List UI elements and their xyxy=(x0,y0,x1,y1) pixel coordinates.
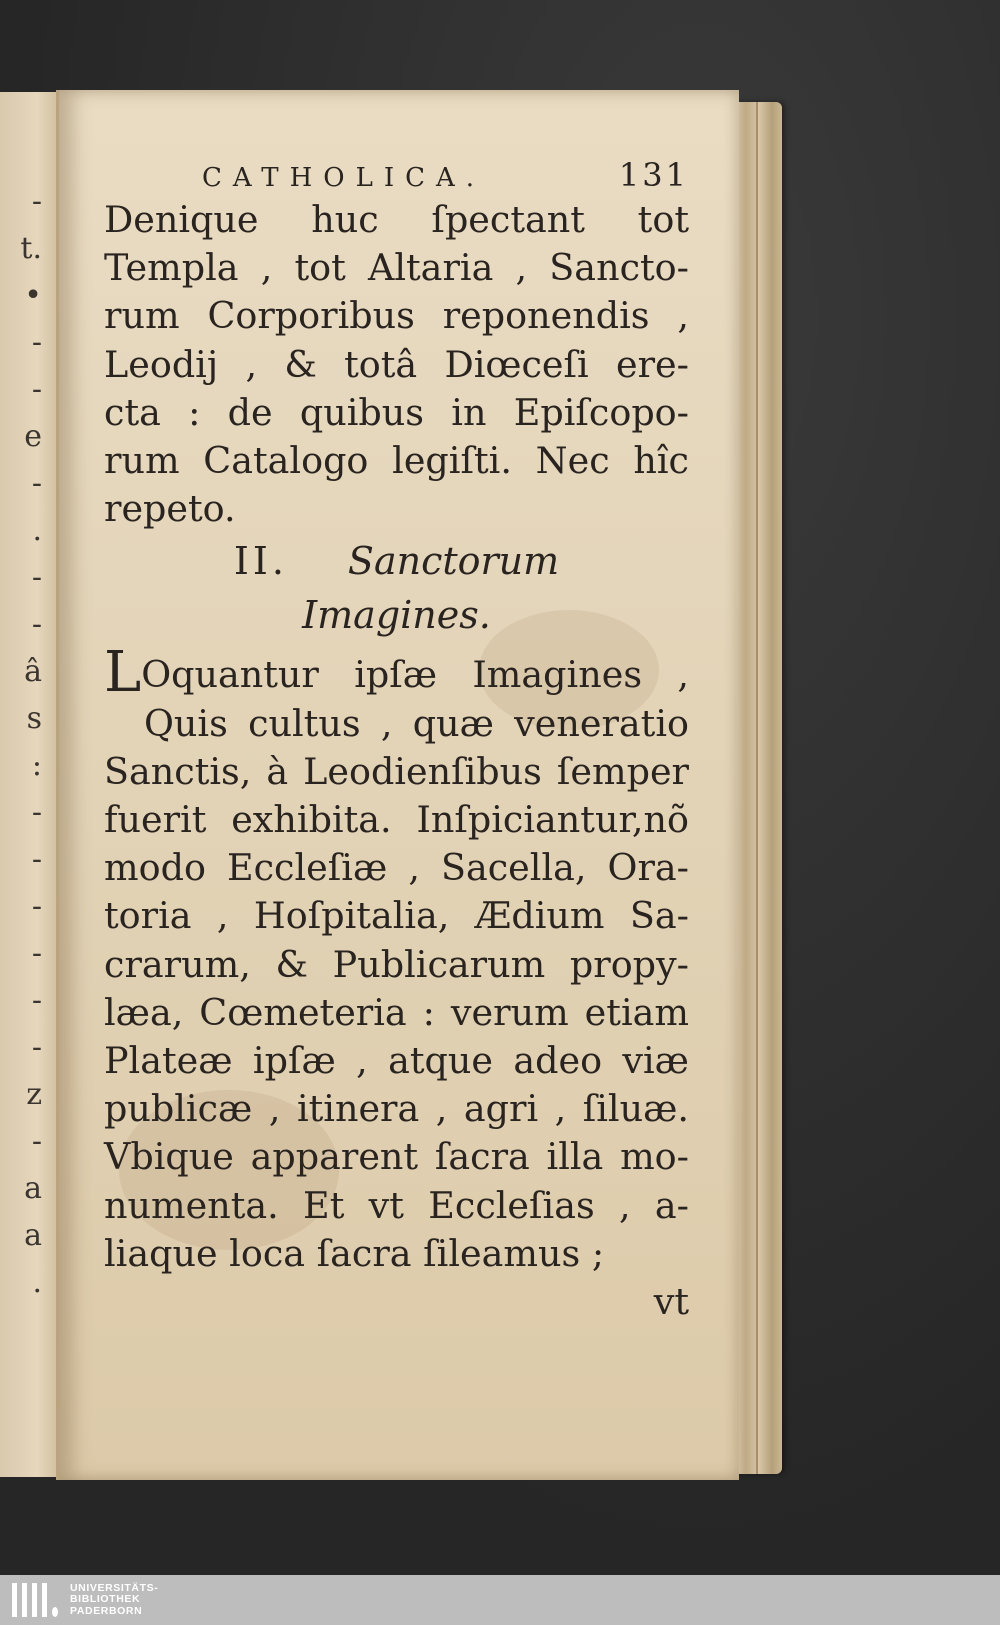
text-line: Sanctis, à Leodienſibus ſemper xyxy=(104,749,689,793)
section-title-line-1: Sanctorum xyxy=(347,539,560,584)
text-line: crarum, & Publicarum propy- xyxy=(104,942,689,986)
text-line: repeto. xyxy=(104,487,236,531)
text-line: toria , Hoſpitalia, Ædium Sa- xyxy=(104,894,689,938)
left-page-edge-char: - xyxy=(31,607,42,642)
left-page-edge-char: - xyxy=(31,795,42,830)
page-text xyxy=(104,156,689,1326)
page-number: 131 xyxy=(618,156,689,194)
left-page-edge-char: • xyxy=(24,278,42,313)
drop-initial: L xyxy=(104,640,142,706)
left-page-edge-char: - xyxy=(31,184,42,219)
library-name xyxy=(70,1583,158,1618)
section-heading xyxy=(104,533,689,589)
left-page-edge-char: - xyxy=(31,560,42,595)
left-page-edge-char: e xyxy=(24,419,42,454)
library-name-line: UNIVERSITÄTS- xyxy=(70,1581,159,1594)
left-page-edge-char: s xyxy=(26,701,42,736)
paragraph-2 xyxy=(104,700,689,1278)
left-facing-page xyxy=(0,92,64,1477)
left-page-edge-char: t. xyxy=(20,231,42,266)
book-page xyxy=(56,90,739,1480)
paragraph-2-first-line xyxy=(104,640,689,706)
left-page-edge-char: z xyxy=(26,1077,42,1112)
text-line: fuerit exhibita. Inſpiciantur,nõ xyxy=(104,798,689,842)
section-number: II. xyxy=(233,539,288,584)
text-line: Quis cultus , quæ veneratio xyxy=(144,701,689,745)
left-page-edge-char: - xyxy=(31,372,42,407)
running-head-title: CATHOLICA. xyxy=(202,163,486,193)
library-name-line: PADERBORN xyxy=(70,1604,143,1617)
left-page-edge-char: . xyxy=(32,1265,42,1300)
library-name-line: BIBLIOTHEK xyxy=(70,1593,141,1606)
library-footer xyxy=(0,1575,1000,1625)
left-page-edge-char: - xyxy=(31,842,42,877)
text-line: Leodij , & totâ Diœceſi ere- xyxy=(104,342,689,386)
text-line: Templa , tot Altaria , Sancto- xyxy=(104,246,689,290)
left-page-edge-char: a xyxy=(24,1171,42,1206)
left-page-edge-char: a xyxy=(24,1218,42,1253)
left-page-edge-char: - xyxy=(31,1124,42,1159)
paragraph-1 xyxy=(104,196,689,533)
catchword: vt xyxy=(653,1280,689,1324)
text-line: publicæ , itinera , agri , ſiluæ. xyxy=(104,1087,689,1131)
text-line: modo Eccleſiæ , Sacella, Ora- xyxy=(104,846,689,890)
paragraph-2-first-line-text: Oquantur ipſæ Imagines , xyxy=(141,653,689,697)
text-line: Plateæ ipſæ , atque adeo viæ xyxy=(104,1039,689,1083)
text-line: cta : de quibus in Epiſcopo- xyxy=(104,390,689,434)
left-page-edge-char: â xyxy=(24,654,42,689)
text-line: rum Catalogo legiſti. Nec hîc xyxy=(104,439,689,483)
text-line: læa, Cœmeteria : verum etiam xyxy=(104,990,689,1034)
left-page-edge-char: - xyxy=(31,983,42,1018)
left-page-edge-char: : xyxy=(31,748,42,783)
left-page-edge-char: - xyxy=(31,936,42,971)
text-line: rum Corporibus reponendis , xyxy=(104,294,689,338)
left-page-edge-char: - xyxy=(31,325,42,360)
library-logo-icon xyxy=(12,1583,58,1617)
left-page-edge-char: - xyxy=(31,1030,42,1065)
text-line: liaque loca ſacra ſileamus ; xyxy=(104,1231,605,1275)
section-title-line-2: Imagines. xyxy=(302,593,491,638)
text-line: Vbique apparent ſacra illa mo- xyxy=(104,1135,689,1179)
left-page-edge-char: - xyxy=(31,466,42,501)
left-page-edge-text xyxy=(0,92,62,1477)
text-line: Denique huc ſpectant tot xyxy=(104,198,689,241)
left-page-edge-char: . xyxy=(32,513,42,548)
left-page-edge-char: - xyxy=(31,889,42,924)
running-head xyxy=(202,156,689,194)
text-line: numenta. Et vt Eccleſias , a- xyxy=(104,1183,689,1227)
